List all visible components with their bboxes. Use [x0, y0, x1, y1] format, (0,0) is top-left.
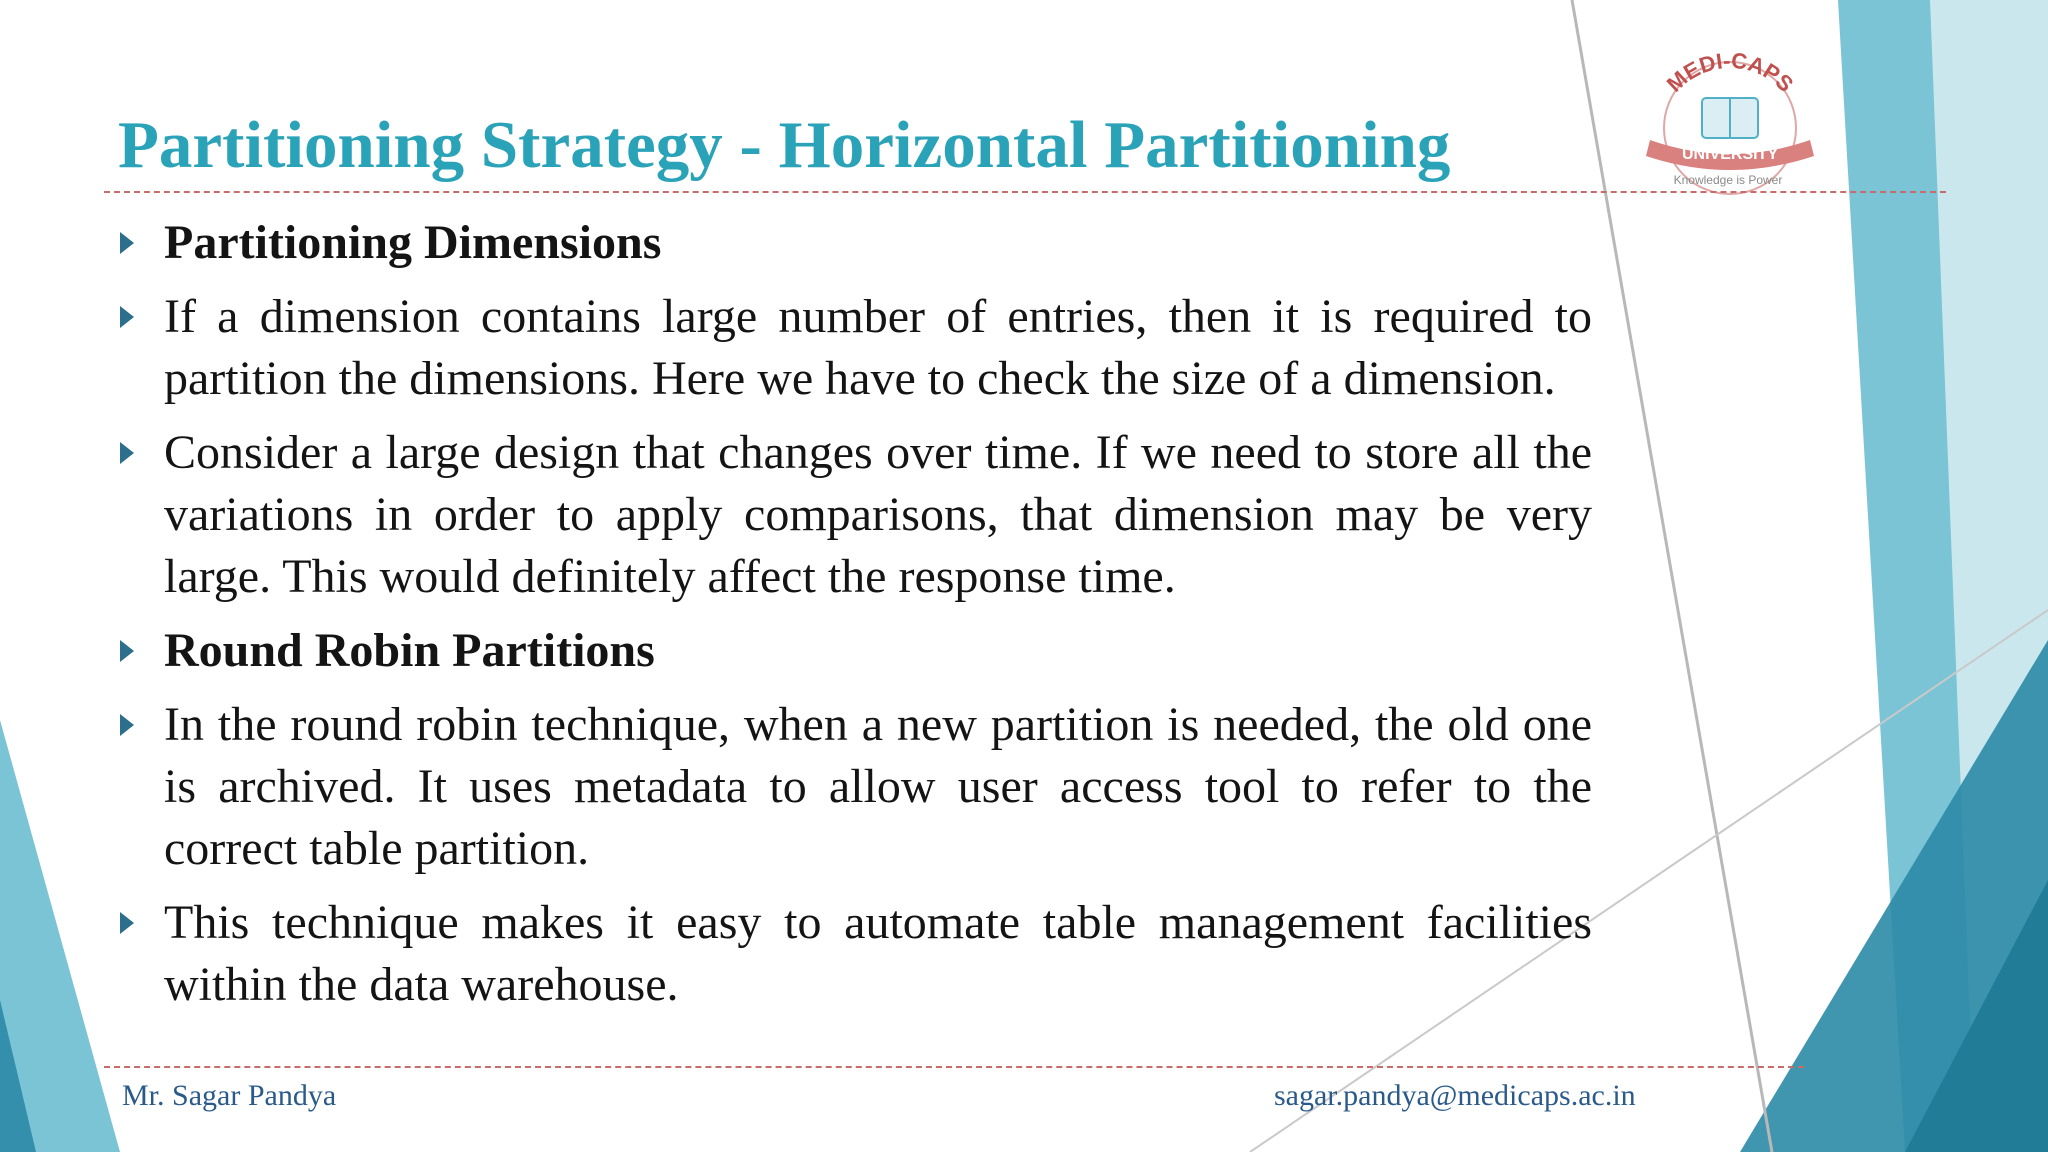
bullet-item [116, 422, 1592, 608]
logo-tagline: Knowledge is Power [1673, 173, 1783, 187]
bullet-text: This technique makes it easy to automate table management facilities within the data warehouse. [164, 896, 1592, 1011]
triangle-bullet-icon [120, 306, 134, 328]
bullet-heading [116, 212, 1592, 274]
triangle-bullet-icon [120, 640, 134, 662]
slide-title: Partitioning Strategy - Horizontal Partitioning [118, 108, 1451, 182]
footer-email: sagar.pandya@medicaps.ac.in [1274, 1079, 1636, 1112]
bullet-text: In the round robin technique, when a new partition is needed, the old one is archived. It uses metadata to allow user access tool to refer to the correct table partition. [164, 698, 1592, 875]
triangle-bullet-icon [120, 714, 134, 736]
triangle-bullet-icon [120, 442, 134, 464]
logo-arc-text: MEDI-CAPS [1661, 47, 1799, 97]
bullet-item [116, 694, 1592, 880]
footer-author: Mr. Sagar Pandya [122, 1079, 337, 1112]
logo-banner-text: UNIVERSITY [1681, 146, 1779, 163]
footer-divider [104, 1066, 1804, 1068]
bullet-list [116, 212, 1592, 1028]
bullet-text: Round Robin Partitions [164, 624, 655, 677]
bullet-item [116, 892, 1592, 1016]
bullet-text: If a dimension contains large number of entries, then it is required to partition the dimensions. Here we have to check the size of a dimension. [164, 290, 1592, 405]
title-divider [104, 191, 1946, 193]
bullet-text: Partitioning Dimensions [164, 216, 662, 269]
bullet-heading [116, 620, 1592, 682]
university-logo [1620, 28, 1840, 198]
triangle-bullet-icon [120, 232, 134, 254]
bullet-text: Consider a large design that changes over time. If we need to store all the variations in order to apply comparisons, that dimension may be very large. This would definitely affect the response time. [164, 426, 1592, 603]
triangle-bullet-icon [120, 912, 134, 934]
bullet-item [116, 286, 1592, 410]
